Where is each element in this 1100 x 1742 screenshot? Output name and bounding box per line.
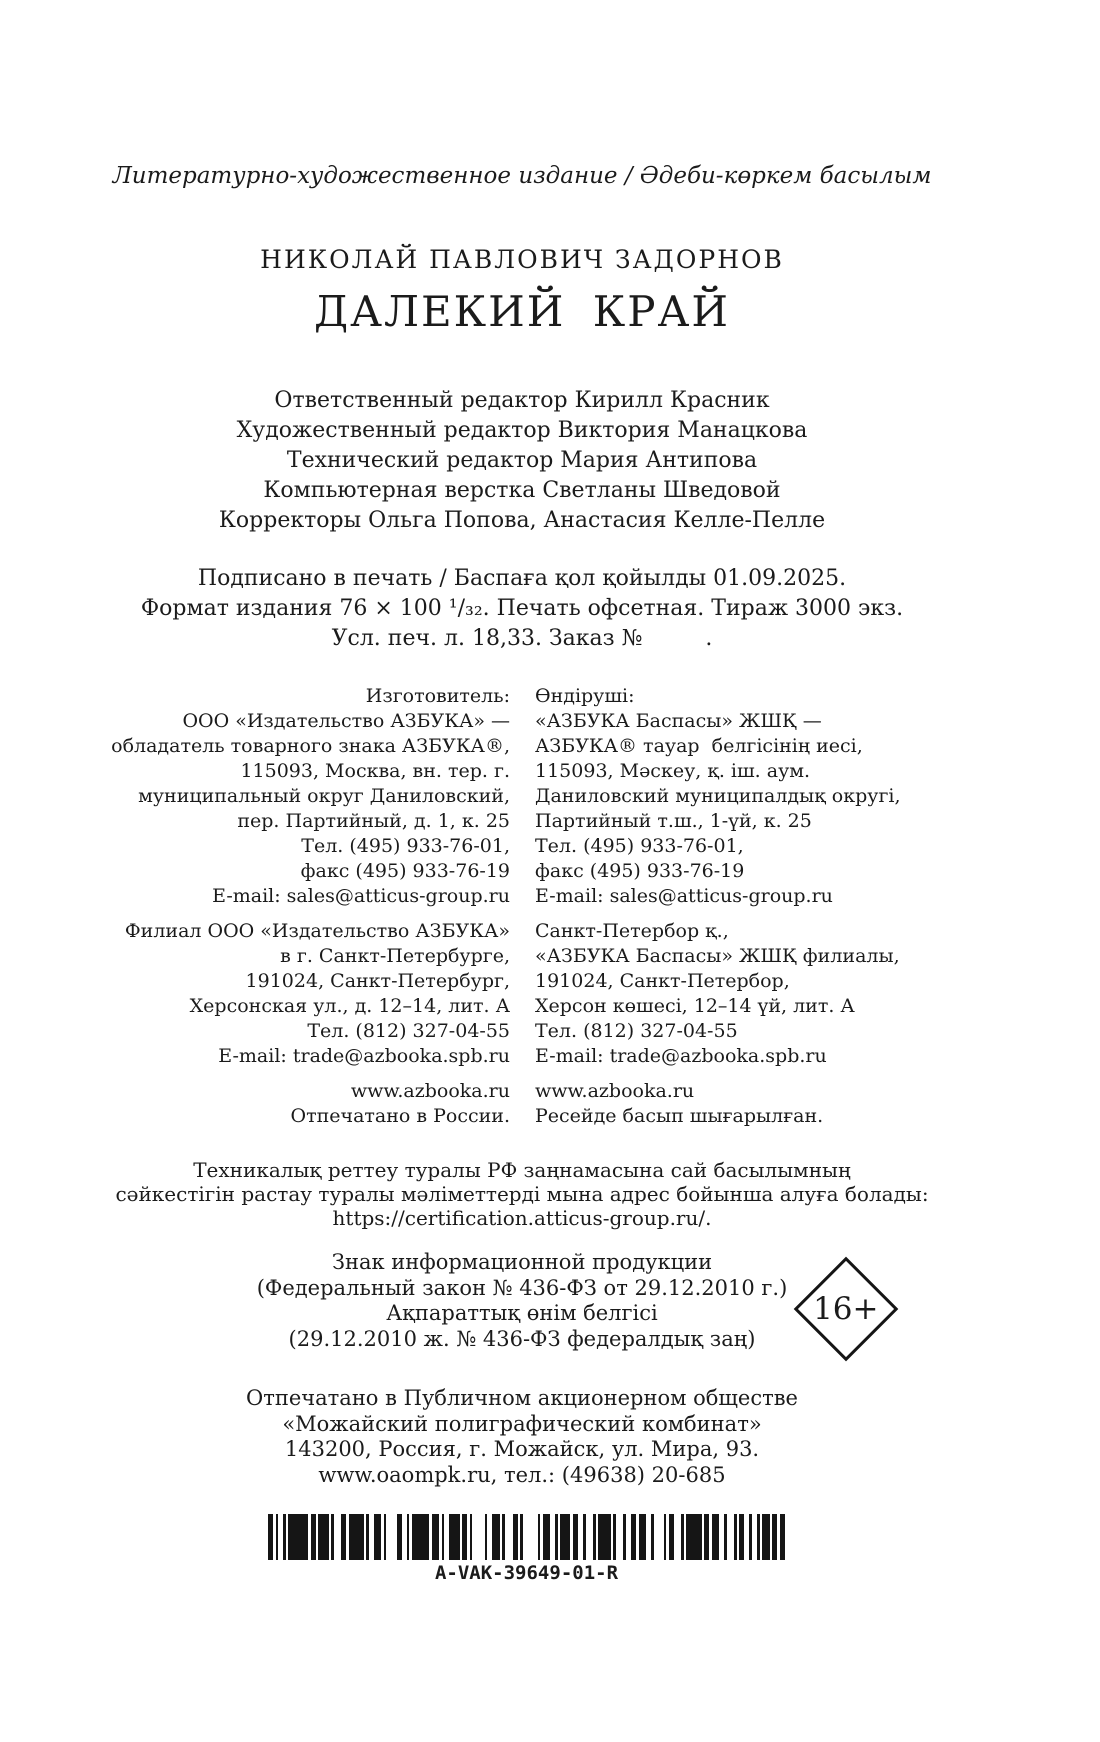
text-line: E-mail: sales@atticus-group.ru xyxy=(212,885,510,907)
text-line: Херсонская ул., д. 12–14, лит. А xyxy=(189,995,510,1017)
barcode-space xyxy=(472,1514,485,1560)
barcode-space xyxy=(654,1514,664,1560)
text-line: Тел. (495) 933-76-01, xyxy=(301,835,510,857)
text-line: муниципальный округ Даниловский, xyxy=(138,785,510,807)
text-line: Подписано в печать / Баспаға қол қойылды 01.09.2025. xyxy=(197,566,847,591)
barcode-space xyxy=(386,1514,396,1560)
barcode-bar xyxy=(432,1514,440,1560)
text-line: сәйкестігін растау туралы мәліметтерді мына адрес бойынша алуға болады: xyxy=(115,1182,929,1206)
barcode-space xyxy=(586,1514,594,1560)
website-printed-ru xyxy=(72,1079,510,1129)
text-line: 143200, Россия, г. Можайск, ул. Мира, 93. xyxy=(284,1437,760,1461)
text-line: Херсон көшесі, 12–14 үй, лит. А xyxy=(535,995,855,1017)
text-line: 191024, Санкт-Петербор, xyxy=(535,970,790,992)
text-line: E-mail: trade@azbooka.spb.ru xyxy=(218,1045,510,1067)
text-line: (29.12.2010 ж. № 436-ФЗ федералдық заң) xyxy=(288,1326,756,1351)
text-line: «АЗБУКА Баспасы» ЖШҚ филиалы, xyxy=(535,945,900,967)
imprint-block xyxy=(72,564,972,654)
barcode-bar xyxy=(492,1514,500,1560)
text-line: Ресейде басып шығарылған. xyxy=(535,1105,824,1127)
text-line: Изготовитель: xyxy=(365,685,510,707)
text-line: Ответственный редактор Кирилл Красник xyxy=(274,388,770,413)
barcode-space xyxy=(616,1514,624,1560)
barcode-bar xyxy=(686,1514,701,1560)
text-line: 191024, Санкт-Петербург, xyxy=(245,970,510,992)
barcode-space xyxy=(727,1514,735,1560)
barcode-label: A-VAK-39649-01-R xyxy=(434,1562,619,1584)
text-line: Художественный редактор Виктория Манацкова xyxy=(236,418,808,443)
text-line: https://certification.atticus-group.ru/. xyxy=(332,1206,712,1230)
text-line: Отпечатано в России. xyxy=(290,1105,510,1127)
barcode-space xyxy=(674,1514,682,1560)
barcode-bar xyxy=(449,1514,459,1560)
text-line: E-mail: trade@azbooka.spb.ru xyxy=(535,1045,827,1067)
barcode-bar xyxy=(288,1514,308,1560)
text-line: 115093, Москва, вн. тер. г. xyxy=(240,760,510,782)
barcode-bar xyxy=(780,1514,785,1560)
text-line: Тел. (812) 327-04-55 xyxy=(307,1020,510,1042)
text-line: пер. Партийный, д. 1, к. 25 xyxy=(237,810,510,832)
age-rating-label: 16+ xyxy=(813,1290,879,1327)
certification-note xyxy=(72,1158,972,1230)
text-line: Усл. печ. л. 18,33. Заказ № . xyxy=(331,626,713,651)
text-line: Компьютерная верстка Светланы Шведовой xyxy=(263,478,781,503)
text-line: в г. Санкт-Петербурге, xyxy=(280,945,510,967)
barcode-bar xyxy=(560,1514,570,1560)
text-line: Технический редактор Мария Антипова xyxy=(286,448,758,473)
author-name: НИКОЛАЙ ПАВЛОВИЧ ЗАДОРНОВ xyxy=(260,245,784,274)
text-line: www.azbooka.ru xyxy=(535,1080,695,1102)
barcode-bar xyxy=(543,1514,551,1560)
barcode-space xyxy=(334,1514,342,1560)
text-line: Өндіруші: xyxy=(535,685,635,707)
producer-address-kz xyxy=(535,684,965,909)
barcode-bar xyxy=(374,1514,382,1560)
barcode-bar xyxy=(762,1514,770,1560)
barcode-bar xyxy=(318,1514,328,1560)
producer-column-russian xyxy=(72,684,510,1129)
barcode-space xyxy=(505,1514,513,1560)
editorial-staff-block xyxy=(72,386,972,536)
text-line: Тел. (812) 327-04-55 xyxy=(535,1020,738,1042)
branch-address-kz xyxy=(535,919,965,1069)
printing-house-block xyxy=(72,1386,972,1488)
book-title: ДАЛЕКИЙ КРАЙ xyxy=(314,287,730,336)
text-line: Партийный т.ш., 1-үй, к. 25 xyxy=(535,810,812,832)
barcode xyxy=(268,1514,785,1584)
text-line: обладатель товарного знака АЗБУКА®, xyxy=(111,735,510,757)
text-line: www.oaompk.ru, тел.: (49638) 20-685 xyxy=(318,1462,726,1487)
barcode-space xyxy=(523,1514,538,1560)
text-line: Даниловский муниципалдық округі, xyxy=(535,785,901,807)
barcode-bar xyxy=(712,1514,720,1560)
edition-line: Литературно-художественное издание / Әдеби-көркем басылым xyxy=(112,163,932,189)
producer-address-ru xyxy=(72,684,510,909)
text-line: 115093, Мәскеу, қ. іш. аум. xyxy=(535,760,811,782)
text-line: Корректоры Ольга Попова, Анастасия Келле-Пелле xyxy=(218,508,826,533)
text-line: «АЗБУКА Баспасы» ЖШҚ — xyxy=(535,710,822,732)
text-line: факс (495) 933-76-19 xyxy=(535,860,745,882)
text-line: www.azbooka.ru xyxy=(350,1080,510,1102)
branch-address-ru xyxy=(72,919,510,1069)
barcode-bar xyxy=(349,1514,364,1560)
text-line: Ақпараттық өнім белгісі xyxy=(386,1301,658,1325)
website-printed-kz xyxy=(535,1079,965,1129)
barcode-bar xyxy=(412,1514,430,1560)
text-line: E-mail: sales@atticus-group.ru xyxy=(535,885,833,907)
text-line: Отпечатано в Публичном акционерном обществе xyxy=(246,1386,798,1410)
text-line: Формат издания 76 × 100 ¹/₃₂. Печать офсетная. Тираж 3000 экз. xyxy=(140,596,904,621)
text-line: АЗБУКА® тауар белгісінің иесі, xyxy=(535,735,863,757)
barcode-bars xyxy=(268,1514,785,1560)
producer-column-kazakh xyxy=(535,684,965,1129)
text-line: Техникалық реттеу туралы РФ заңнамасына сай басылымның xyxy=(193,1158,851,1182)
text-line: Санкт-Петербор қ., xyxy=(535,920,729,942)
text-line: ООО «Издательство АЗБУКА» — xyxy=(182,710,510,732)
text-line: Тел. (495) 933-76-01, xyxy=(535,835,744,857)
barcode-bar xyxy=(598,1514,611,1560)
text-line: «Можайский полиграфический комбинат» xyxy=(282,1411,762,1436)
text-line: Филиал ООО «Издательство АЗБУКА» xyxy=(124,920,510,942)
text-line: Знак информационной продукции xyxy=(331,1250,713,1274)
text-line: факс (495) 933-76-19 xyxy=(300,860,510,882)
text-line: (Федеральный закон № 436-ФЗ от 29.12.2010 г.) xyxy=(256,1275,788,1300)
barcode-bar xyxy=(639,1514,647,1560)
